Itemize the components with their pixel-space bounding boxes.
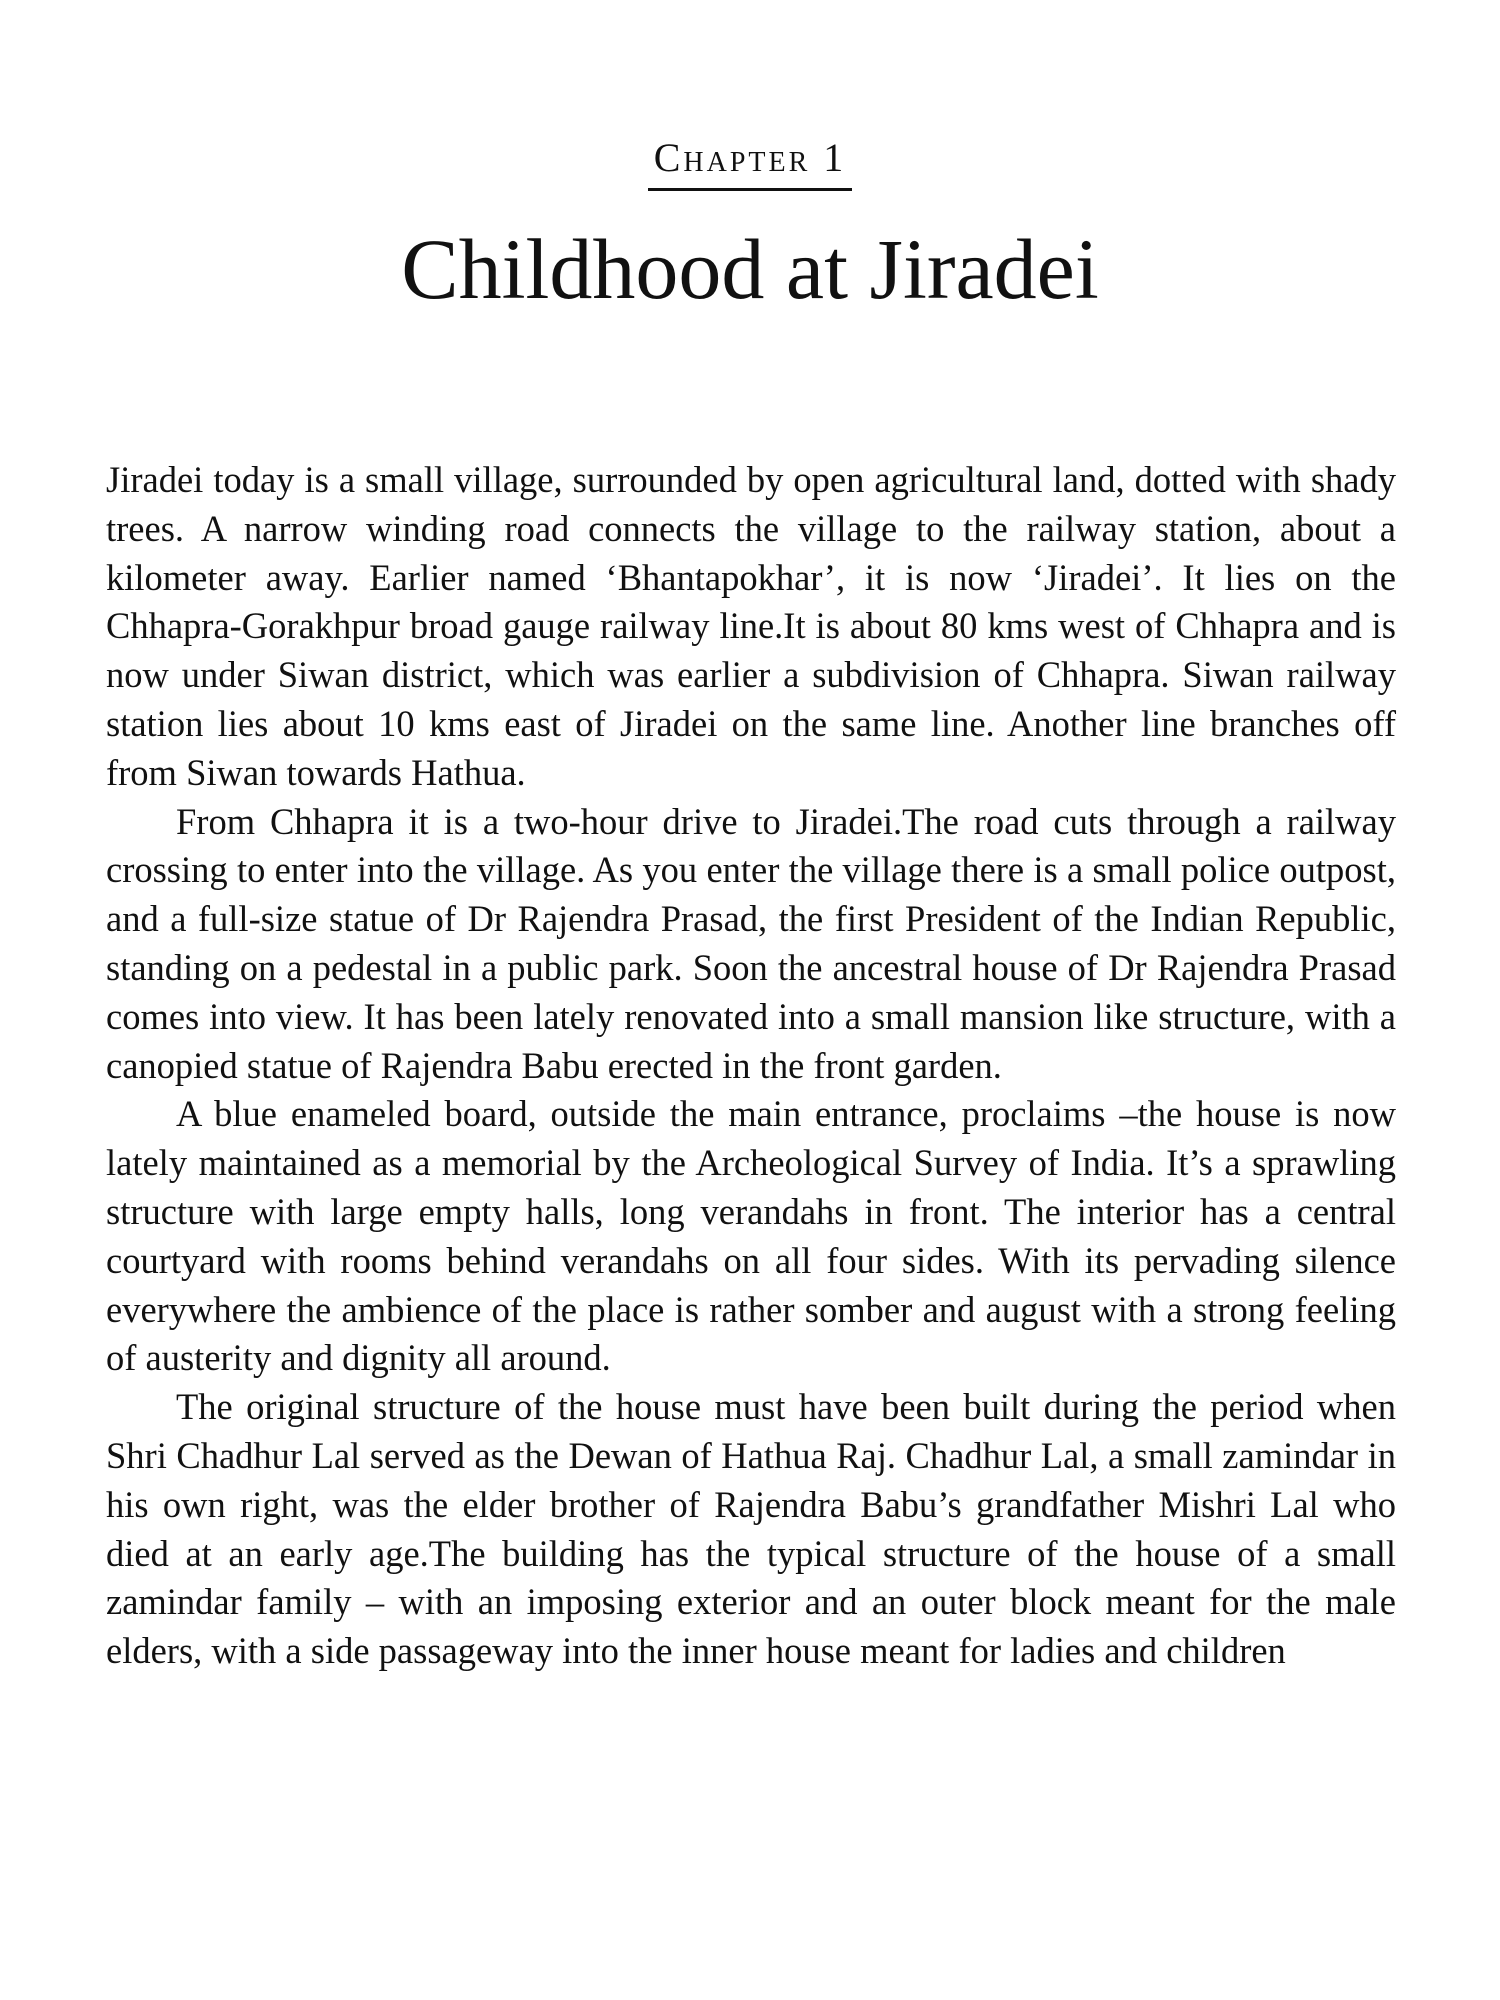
paragraph-4: The original structure of the house must have been built during the period when Shri Chadhur Lal served as the Dewan of Hathua Raj. Chadhur Lal, a small zamindar in his own right, was the elder brother of Rajendra Babu’s grandfather Mishri Lal who died at an early age.The building has the typical structure of the house of a small zamindar family – with an imposing exterior and an outer block meant for the male elders, with a side passageway into the inner house meant for ladies and children xyxy=(106,1386,1396,1672)
chapter-heading xyxy=(0,135,1500,191)
chapter-body xyxy=(106,456,1396,1676)
chapter-label: Chapter 1 xyxy=(648,138,853,191)
paragraph-2: From Chhapra it is a two-hour drive to Jiradei.The road cuts through a railway crossing to enter into the village. As you enter the village there is a small police outpost, and a full-size statue of Dr Rajendra Prasad, the first President of the Indian Republic, standing on a pedestal in a public park. Soon the ancestral house of Dr Rajendra Prasad comes into view. It has been lately renovated into a small mansion like structure, with a canopied statue of Rajendra Babu erected in the front garden. xyxy=(106,800,1396,1086)
chapter-title: Childhood at Jiradei xyxy=(401,221,1099,317)
paragraph-1: Jiradei today is a small village, surrounded by open agricultural land, dotted with shady trees. A narrow winding road connects the village to the railway station, about a kilometer away. Earlier named ‘Bhantapokhar’, it is now ‘Jiradei’. It lies on the Chhapra-Gorakhpur broad gauge railway line.It is about 80 kms west of Chhapra and is now under Siwan district, which was earlier a subdivision of Chhapra. Siwan railway station lies about 10 kms east of Jiradei on the same line. Another line branches off from Siwan towards Hathua. xyxy=(106,459,1396,793)
paragraph-3: A blue enameled board, outside the main entrance, proclaims –the house is now lately maintained as a memorial by the Archeological Survey of India. It’s a sprawling structure with large empty halls, long verandahs in front. The interior has a central courtyard with rooms behind verandahs on all four sides. With its pervading silence everywhere the ambience of the place is rather somber and august with a strong feeling of austerity and dignity all around. xyxy=(106,1093,1396,1379)
